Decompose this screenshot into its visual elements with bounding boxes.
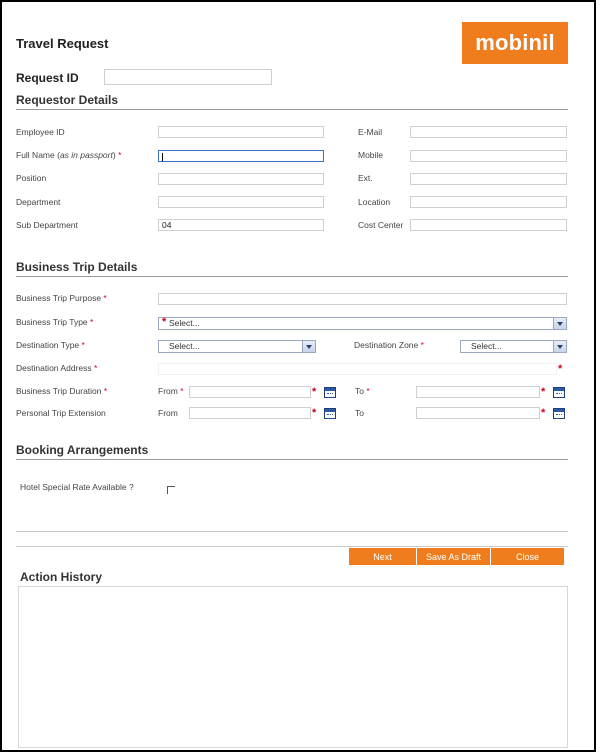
chevron-down-icon[interactable] [553,318,566,329]
request-id-field[interactable] [104,69,272,85]
department-field[interactable] [158,196,324,208]
action-button-bar [349,548,565,565]
ext-field[interactable] [410,173,567,185]
calendar-icon[interactable] [324,408,336,419]
required-star: * [312,407,317,419]
calendar-icon[interactable] [553,387,565,398]
business-trip-details-heading: Business Trip Details [16,260,138,274]
trip-purpose-field[interactable] [158,293,567,305]
request-id-label: Request ID [16,71,79,85]
required-star: * [558,363,563,375]
destination-zone-label: Destination Zone * [354,340,424,350]
position-field[interactable] [158,173,324,185]
position-label: Position [16,173,47,183]
trip-purpose-label: Business Trip Purpose * [16,293,107,303]
ext-label: Ext. [358,173,373,183]
required-star: * [312,386,317,398]
sub-department-field[interactable]: 04 [158,219,324,231]
action-history-panel [18,586,568,748]
extension-from-date-field[interactable] [189,407,311,419]
destination-type-value: Select... [169,341,200,351]
sub-department-label: Sub Department [16,220,78,230]
extension-from-label: From [158,408,178,418]
hotel-rate-label: Hotel Special Rate Available ? [20,482,134,492]
extension-to-date-field[interactable] [416,407,540,419]
cost-center-field[interactable] [410,219,567,231]
save-as-draft-button[interactable]: Save As Draft [417,548,491,565]
destination-zone-select[interactable] [460,340,567,353]
booking-arrangements-heading: Booking Arrangements [16,443,149,457]
destination-type-select[interactable] [158,340,316,353]
full-name-field[interactable] [158,150,324,162]
location-label: Location [358,197,391,207]
action-history-heading: Action History [20,570,103,584]
required-star: * [541,386,546,398]
trip-type-select[interactable] [158,317,567,330]
destination-zone-value: Select... [471,341,502,351]
email-field[interactable] [410,126,567,138]
required-star: * [541,407,546,419]
duration-to-label: To * [355,386,370,396]
close-button[interactable]: Close [491,548,565,565]
section-divider [16,531,568,532]
trip-duration-label: Business Trip Duration * [16,386,108,396]
text-cursor [162,153,163,161]
department-label: Department [16,197,61,207]
location-field[interactable] [410,196,567,208]
destination-address-label: Destination Address * [16,363,98,373]
required-star: * [162,316,167,328]
chevron-down-icon[interactable] [302,341,315,352]
calendar-icon[interactable] [553,408,565,419]
destination-address-field[interactable] [158,363,557,375]
full-name-label: Full Name (as in passport) * [16,150,122,160]
page-title: Travel Request [16,36,109,51]
section-divider [16,546,568,547]
destination-type-label: Destination Type * [16,340,85,350]
mobile-label: Mobile [358,150,384,160]
mobile-field[interactable] [410,150,567,162]
duration-from-label: From * [158,386,184,396]
trip-extension-label: Personal Trip Extension [16,408,106,418]
duration-to-date-field[interactable] [416,386,540,398]
employee-id-label: Employee ID [16,127,65,137]
trip-type-label: Business Trip Type * [16,317,94,327]
trip-type-value: Select... [169,318,200,328]
employee-id-field[interactable] [158,126,324,138]
calendar-icon[interactable] [324,387,336,398]
section-divider [16,276,568,277]
requestor-details-heading: Requestor Details [16,93,119,107]
email-label: E-Mail [358,127,383,137]
section-divider [16,459,568,460]
section-divider [16,109,568,110]
extension-to-label: To [355,408,364,418]
hotel-rate-checkbox[interactable] [167,486,175,494]
next-button[interactable]: Next [349,548,417,565]
duration-from-date-field[interactable] [189,386,311,398]
cost-center-label: Cost Center [358,220,404,230]
chevron-down-icon[interactable] [553,341,566,352]
mobinil-logo: mobinil [462,22,568,64]
